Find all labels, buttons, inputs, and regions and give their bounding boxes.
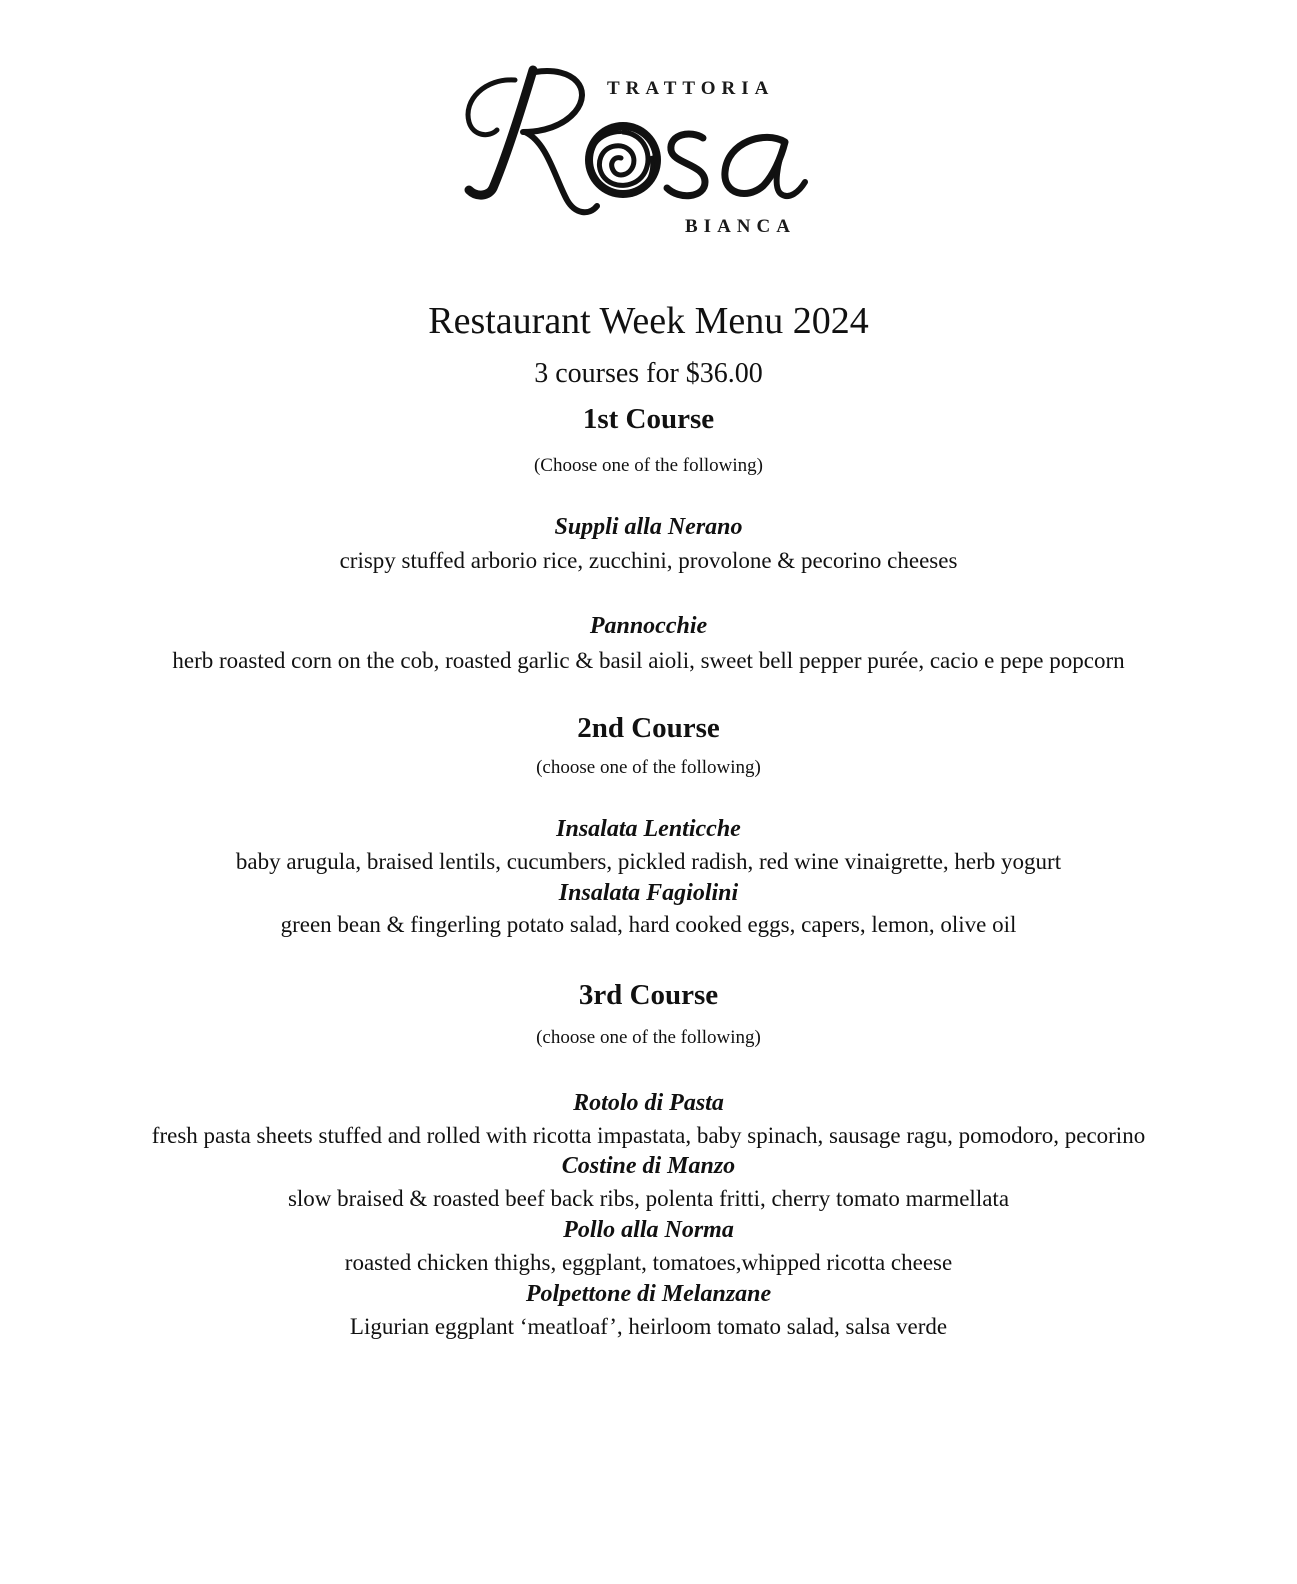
dish-name: Polpettone di Melanzane <box>525 1281 772 1307</box>
dish-name: Pannocchie <box>589 613 708 639</box>
menu-price: 3 courses for $36.00 <box>534 358 763 389</box>
dish-description: herb roasted corn on the cob, roasted garlic & basil aioli, sweet bell pepper purée, cacio e pepe popcorn <box>172 648 1125 673</box>
dish-description: fresh pasta sheets stuffed and rolled with ricotta impastata, baby spinach, sausage ragu, pomodoro, pecorino <box>151 1123 1146 1148</box>
dish-name: Insalata Fagiolini <box>558 880 739 906</box>
dish-description: green bean & fingerling potato salad, hard cooked eggs, capers, lemon, olive oil <box>280 912 1017 937</box>
course-note-1: (Choose one of the following) <box>533 455 763 476</box>
logo-top-text: TRATTORIA <box>607 78 775 99</box>
rose-icon <box>585 122 661 198</box>
logo-bottom-text: BIANCA <box>685 216 796 237</box>
dish-name: Insalata Lenticche <box>556 816 741 842</box>
dish-name: Costine di Manzo <box>561 1153 736 1179</box>
dish-description: slow braised & roasted beef back ribs, polenta fritti, cherry tomato marmellata <box>287 1186 1010 1211</box>
course-note-2: (choose one of the following) <box>536 757 761 778</box>
menu-title: Restaurant Week Menu 2024 <box>428 300 869 342</box>
dish-name: Pollo alla Norma <box>563 1217 734 1243</box>
dish-name: Rotolo di Pasta <box>573 1090 724 1116</box>
course-title-2: 2nd Course <box>577 712 720 744</box>
course-title-3: 3rd Course <box>578 979 719 1011</box>
dish-description: baby arugula, braised lentils, cucumbers, pickled radish, red wine vinaigrette, herb yogurt <box>235 849 1062 874</box>
course-title-1: 1st Course <box>582 403 715 435</box>
dish-description: Ligurian eggplant ‘meatloaf’, heirloom tomato salad, salsa verde <box>349 1314 948 1339</box>
dish-name: Suppli alla Nerano <box>554 514 743 540</box>
dish-description: roasted chicken thighs, eggplant, tomatoes,whipped ricotta cheese <box>344 1250 953 1275</box>
course-note-3: (choose one of the following) <box>536 1027 761 1048</box>
dish-description: crispy stuffed arborio rice, zucchini, provolone & pecorino cheeses <box>339 548 958 573</box>
restaurant-logo <box>455 60 855 250</box>
